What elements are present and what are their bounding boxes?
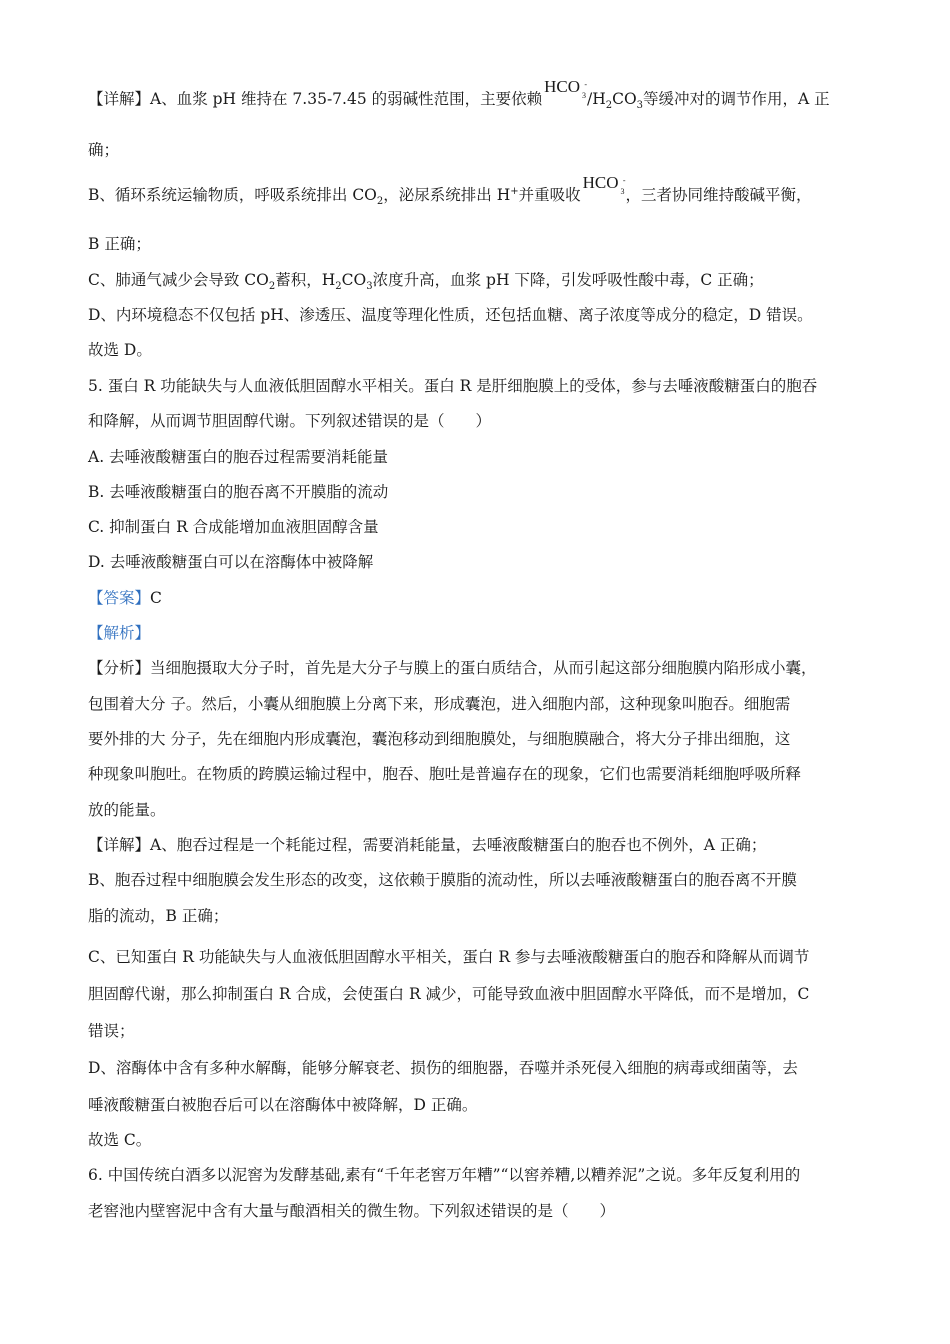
formula-subscript: 3 xyxy=(582,91,587,100)
prev-detail-b-line xyxy=(88,173,812,208)
q6-stem-line-1: 6. 中国传统白酒多以泥窖为发酵基础,素有“千年老窖万年糟”“以窖养糟,以糟养泥”之说。多年反复利用的 xyxy=(88,1166,801,1184)
q5-detail-d-1: D、溶酶体中含有多种水解酶，能够分解衰老、损伤的细胞器，吞噬并杀死侵入细胞的病毒或细菌等，去 xyxy=(88,1059,798,1077)
q5-option-b: B. 去唾液酸糖蛋白的胞吞离不开膜脂的流动 xyxy=(88,483,389,501)
q5-detail-c-3: 错误； xyxy=(88,1022,135,1040)
formula-text: HCO xyxy=(582,173,619,192)
q5-option-d: D. 去唾液酸糖蛋白可以在溶酶体中被降解 xyxy=(88,553,374,571)
q5-analysis-line-4: 种现象叫胞吐。在物质的跨膜运输过程中，胞吞、胞吐是普遍存在的现象，它们也需要消耗细胞呼吸所释 xyxy=(88,765,802,783)
q5-analysis-line-2: 包围着大分 子。然后，小囊从细胞膜上分离下来，形成囊泡，进入细胞内部，这种现象叫胞吞。细胞需 xyxy=(88,695,791,713)
q5-detail-c-1: C、已知蛋白 R 功能缺失与人血液低胆固醇水平相关，蛋白 R 参与去唾液酸糖蛋白的胞吞和降解从而调节 xyxy=(88,948,810,966)
text-segment: 浓度升高，血浆 pH 下降，引发呼吸性酸中毒，C 正确； xyxy=(372,271,764,289)
q5-analysis-line-1 xyxy=(88,657,817,679)
prev-detail-c-line xyxy=(88,269,764,291)
text-segment: 蓄积，H xyxy=(275,271,336,289)
hco3-ion-formula xyxy=(544,76,588,100)
q5-detail-b-1: B、胞吞过程中细胞膜会发生形态的改变，这依赖于膜脂的流动性，所以去唾液酸糖蛋白的胞吞离不开膜 xyxy=(88,871,797,889)
text-segment: CO xyxy=(341,271,367,289)
q5-stem-line-1: 5. 蛋白 R 功能缺失与人血液低胆固醇水平相关。蛋白 R 是肝细胞膜上的受体，参与去唾液酸糖蛋白的胞吞 xyxy=(88,377,818,395)
q6-stem-line-2: 老窖池内壁窖泥中含有大量与酿酒相关的微生物。下列叙述错误的是（ ） xyxy=(88,1202,616,1220)
analysis-tag: 【解析】 xyxy=(88,624,151,642)
q5-answer-line xyxy=(88,587,162,609)
text-segment: 等缓冲对的调节作用，A 正 xyxy=(643,90,830,108)
formula-charge: - xyxy=(584,80,588,89)
prev-detail-b-cont: B 正确； xyxy=(88,235,151,253)
detail-tag: 【详解】 xyxy=(88,90,151,108)
formula-text: HCO xyxy=(544,77,581,96)
text-segment: A、血浆 pH 维持在 7.35-7.45 的弱碱性范围，主要依赖 xyxy=(150,90,543,108)
prev-detail-a-cont: 确； xyxy=(88,141,120,159)
text-segment: 当细胞摄取大分子时，首先是大分子与膜上的蛋白质结合，从而引起这部分细胞膜内陷形成小囊， xyxy=(150,659,817,677)
q5-detail-a xyxy=(88,834,766,856)
q5-stem-line-2: 和降解，从而调节胆固醇代谢。下列叙述错误的是（ ） xyxy=(88,412,492,430)
text-segment: CO xyxy=(612,90,637,108)
text-segment: A、胞吞过程是一个耗能过程，需要消耗能量，去唾液酸糖蛋白的胞吞也不例外，A 正确； xyxy=(150,836,767,854)
text-segment: ，三者协同维持酸碱平衡， xyxy=(625,186,812,204)
prev-detail-d-line: D、内环境稳态不仅包括 pH、渗透压、温度等理化性质，还包括血糖、离子浓度等成分的稳定，D 错误。 xyxy=(88,306,813,324)
text-segment: 并重吸收 xyxy=(518,186,581,204)
subscript: 2 xyxy=(605,100,613,112)
formula-subscript: 3 xyxy=(620,187,625,196)
analysis-sub-tag: 【分析】 xyxy=(88,659,151,677)
q5-option-c: C. 抑制蛋白 R 合成能增加血液胆固醇含量 xyxy=(88,518,379,536)
subscript: 3 xyxy=(366,281,373,293)
q5-detail-b-2: 脂的流动，B 正确； xyxy=(88,907,229,925)
text-segment: B、循环系统运输物质，呼吸系统排出 CO xyxy=(88,186,377,204)
q5-analysis-line-5: 放的能量。 xyxy=(88,801,166,819)
q5-detail-c-2: 胆固醇代谢，那么抑制蛋白 R 合成，会使蛋白 R 减少，可能导致血液中胆固醇水平降低，而不是增加，C xyxy=(88,985,810,1003)
q5-option-a: A. 去唾液酸糖蛋白的胞吞过程需要消耗能量 xyxy=(88,448,389,466)
text-segment: ，泌尿系统排出 H xyxy=(383,186,511,204)
formula-charge: - xyxy=(622,176,626,185)
prev-detail-a-line xyxy=(88,77,830,112)
subscript: 2 xyxy=(376,196,384,208)
hco3-ion-formula xyxy=(582,172,626,196)
q5-analysis-line-3: 要外排的大 分子，先在细胞内形成囊泡，囊泡移动到细胞膜处，与细胞膜融合，将大分子排出细胞，这 xyxy=(88,730,791,748)
prev-choice: 故选 D。 xyxy=(88,341,152,359)
text-segment: /H xyxy=(586,90,606,108)
subscript: 2 xyxy=(268,281,276,293)
answer-tag: 【答案】 xyxy=(88,589,151,607)
text-segment: C、肺通气减少会导致 CO xyxy=(88,271,269,289)
subscript: 2 xyxy=(335,281,342,293)
detail-tag: 【详解】 xyxy=(88,836,151,854)
q5-detail-d-2: 唾液酸糖蛋白被胞吞后可以在溶酶体中被降解，D 正确。 xyxy=(88,1096,478,1114)
superscript: + xyxy=(510,185,519,197)
answer-value: C xyxy=(150,589,162,607)
q5-choice: 故选 C。 xyxy=(88,1131,152,1149)
subscript: 3 xyxy=(636,100,644,112)
